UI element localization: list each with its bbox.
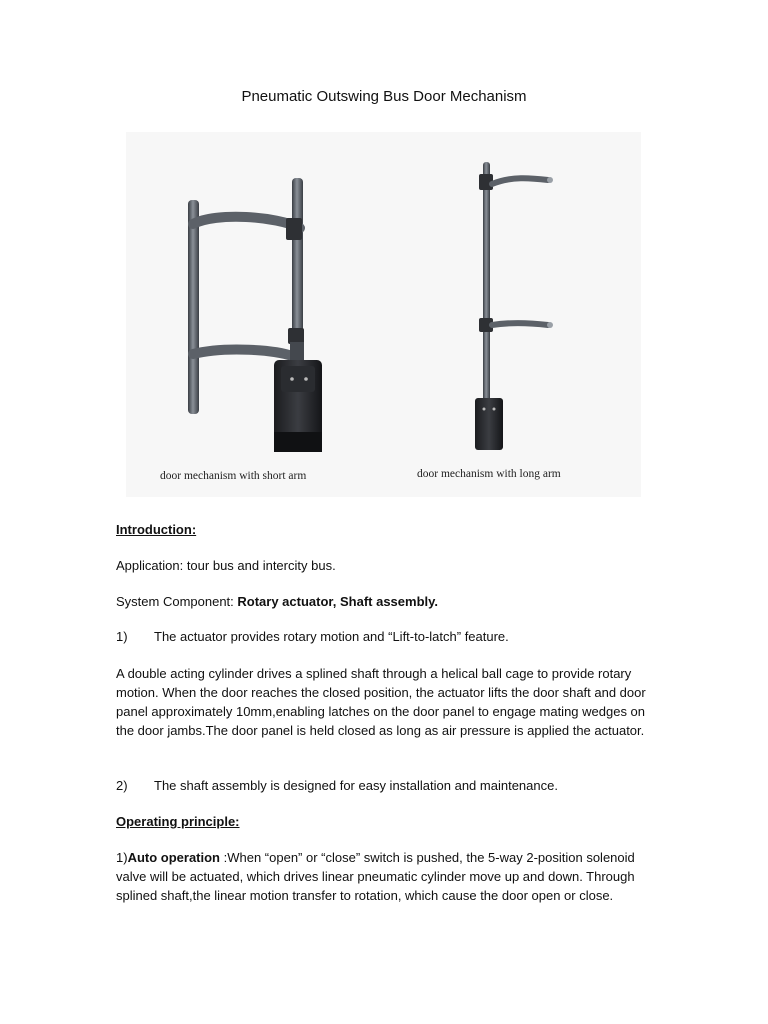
page-title: Pneumatic Outswing Bus Door Mechanism — [241, 88, 527, 105]
item-2-text: The shaft assembly is designed for easy installation and maintenance. — [154, 778, 558, 793]
application-line: Application: tour bus and intercity bus. — [116, 558, 336, 573]
auto-operation-label: Auto operation — [127, 850, 220, 865]
item-1-text: The actuator provides rotary motion and “Lift-to-latch” feature. — [154, 629, 509, 644]
auto-operation-prefix: 1) — [116, 850, 128, 865]
system-component-label: System Component: — [116, 594, 238, 609]
item-2-number: 2) — [116, 778, 128, 793]
mechanism-illustration — [126, 132, 641, 497]
figure-caption-short-arm: door mechanism with short arm — [160, 470, 307, 482]
long-arm-mechanism — [475, 162, 553, 450]
auto-operation-paragraph — [116, 848, 656, 905]
item-1-number: 1) — [116, 629, 128, 644]
auto-operation-text: :When “open” or “close” switch is pushed, the 5-way 2-position solenoid valve will be actuated, which drives linear pneumatic cylinder move up and down. Through splined shaft,the linear motion transfer to rotation, which cause the door open or close. — [116, 850, 635, 903]
operating-principle-heading: Operating principle: — [116, 814, 240, 829]
cylinder-paragraph: A double acting cylinder drives a splined shaft through a helical ball cage to provide rotary motion. When the door reaches the closed position, the actuator lifts the door shaft and door panel approximately 10mm,enabling latches on the door panel to engage mating wedges on the door jambs.The door panel is held closed as long as air pressure is applied the actuator. — [116, 666, 646, 738]
mechanism-figure — [126, 132, 641, 497]
short-arm-mechanism — [188, 178, 322, 452]
introduction-heading: Introduction: — [116, 522, 197, 537]
system-component-value: Rotary actuator, Shaft assembly. — [237, 594, 438, 609]
system-component-line — [116, 592, 656, 611]
figure-caption-long-arm: door mechanism with long arm — [417, 468, 561, 480]
